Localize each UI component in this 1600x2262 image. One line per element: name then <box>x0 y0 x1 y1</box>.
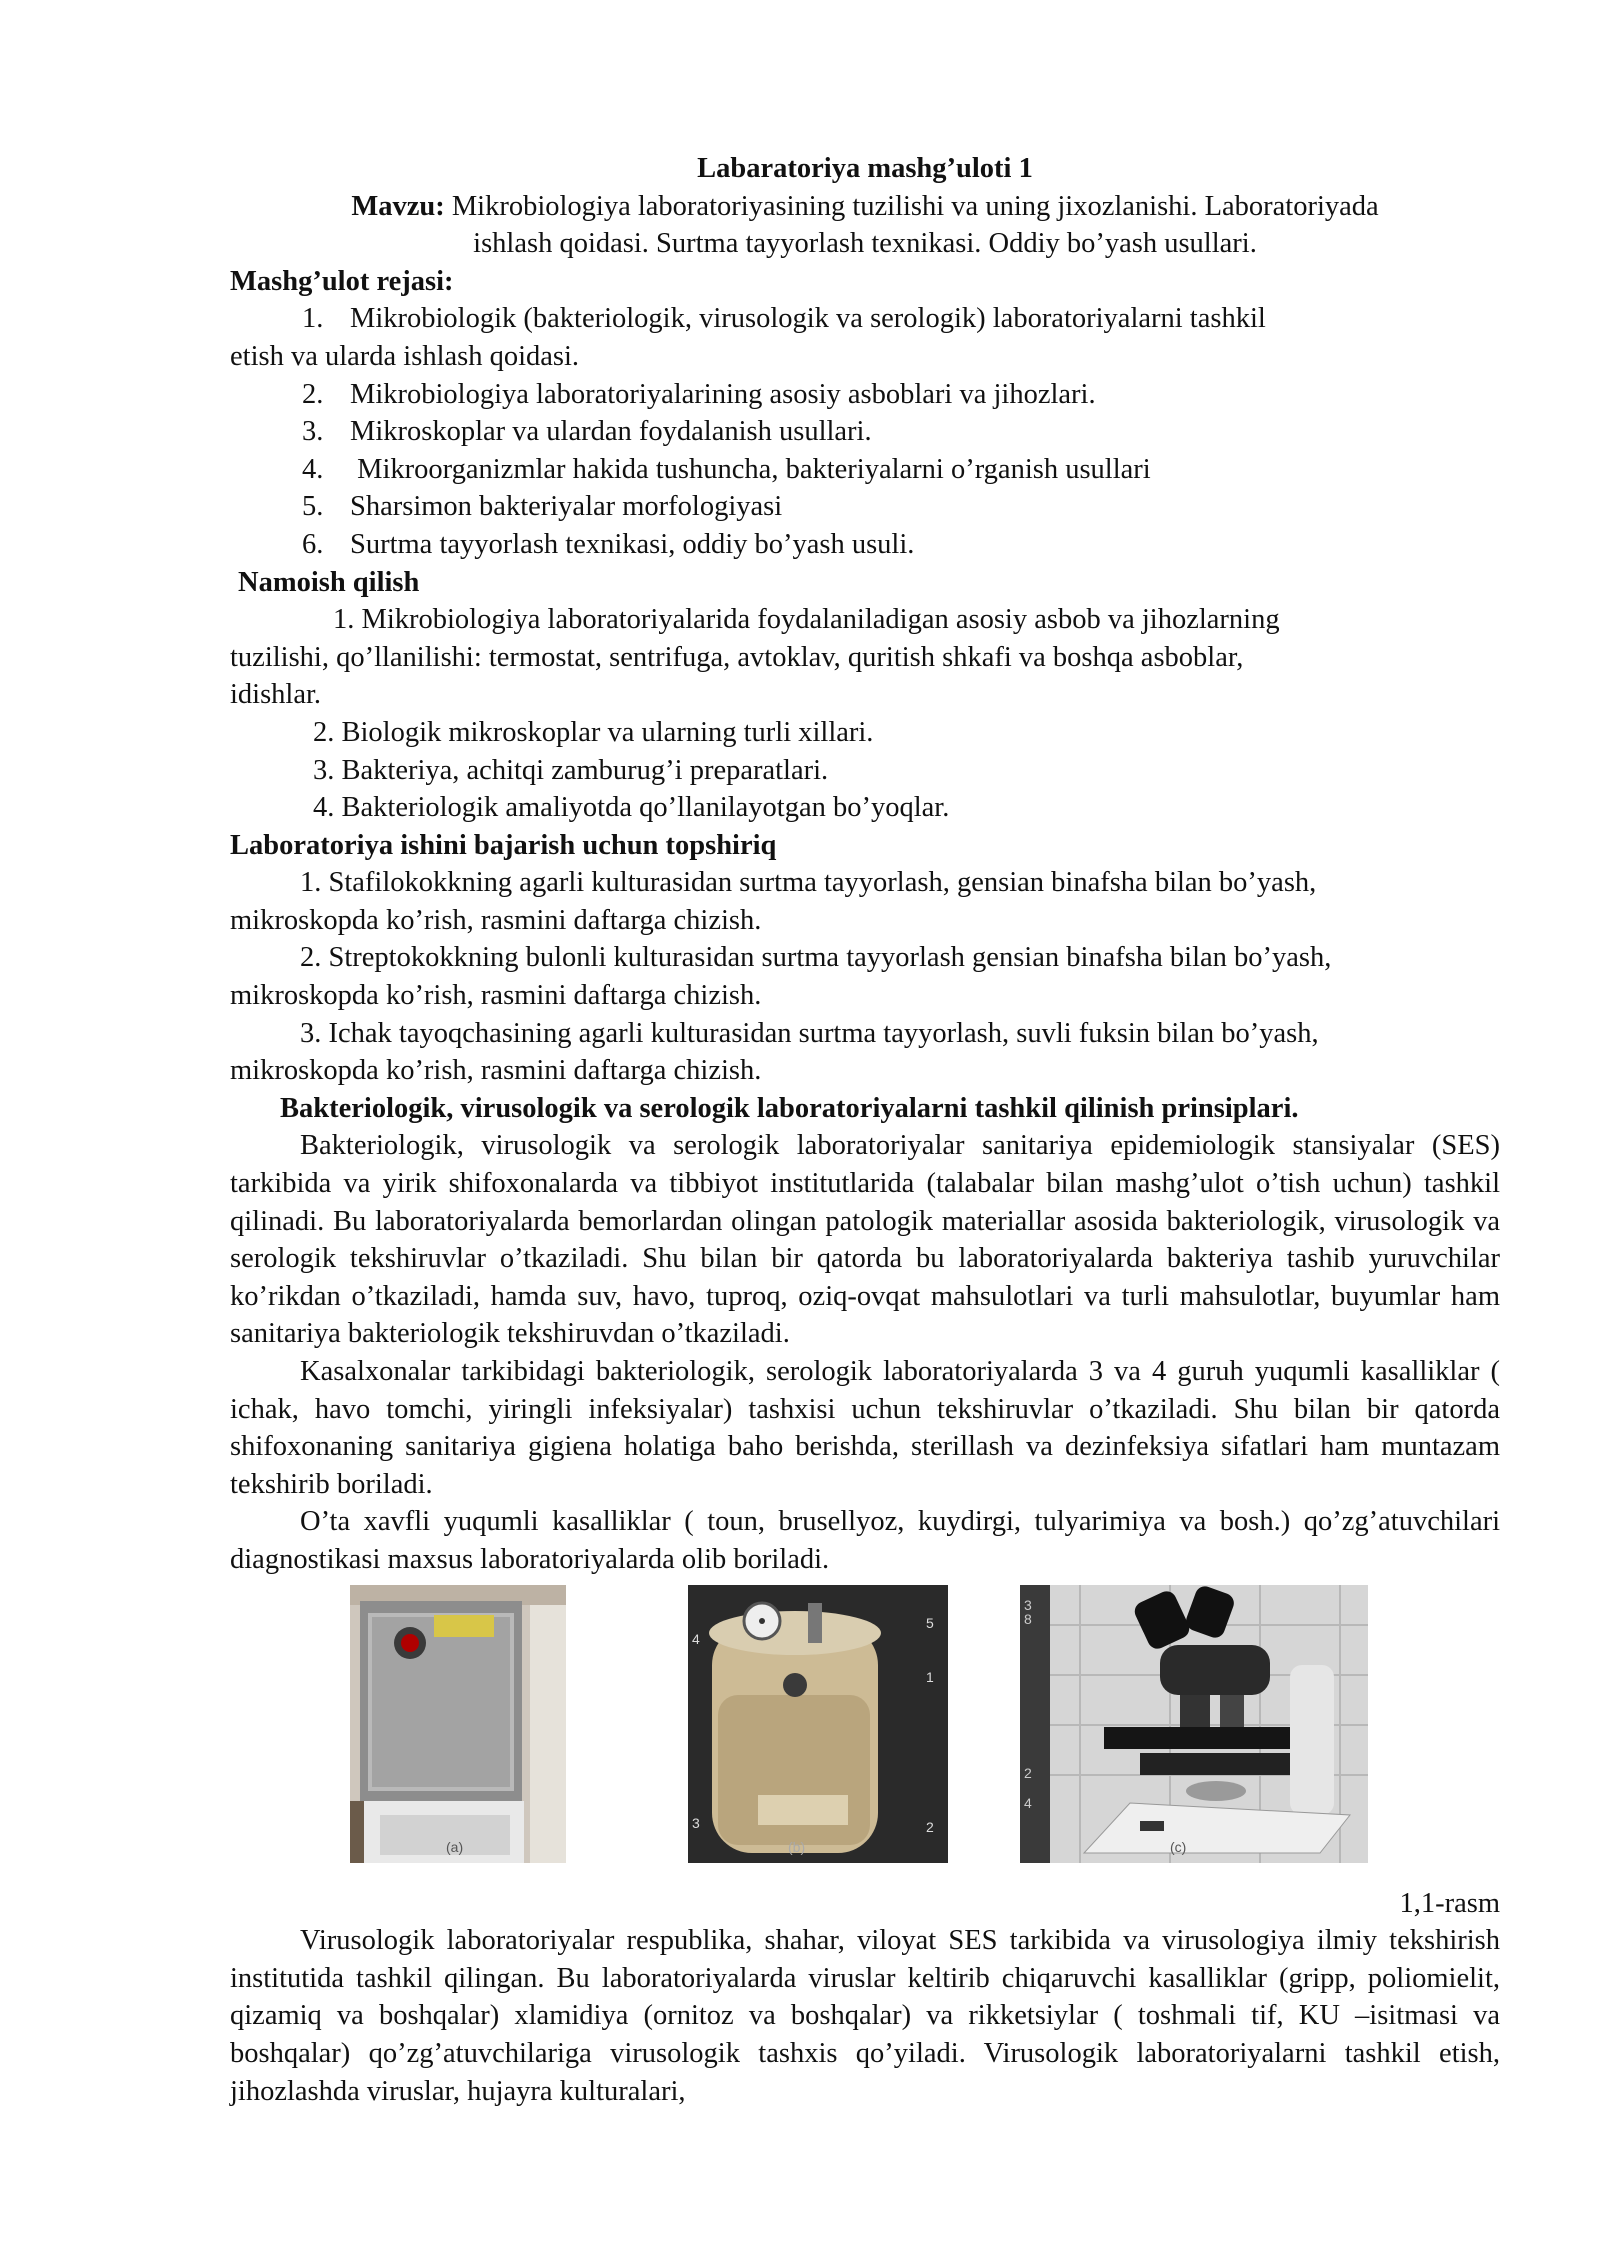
label-5: 5 <box>926 1614 934 1631</box>
label-1: 1 <box>926 1668 934 1685</box>
section-heading: Bakteriologik, virusologik va serologik laboratoriyalarni tashkil qilinish prinsiplari. <box>280 1092 1299 1124</box>
plan-item-6 <box>230 526 1500 564</box>
task-heading: Laboratoriya ishini bajarish uchun topshiriq <box>230 829 777 861</box>
label-4: 4 <box>692 1630 700 1647</box>
demo-item-1-line1: 1. Mikrobiologiya laboratoriyalarida foydalaniladigan asosiy asbob va jihozlarning <box>333 604 1280 636</box>
task-2-line2: mikroskopda ko’rish, rasmini daftarga chizish. <box>230 980 762 1012</box>
task-1-line1: 1. Stafilokokkning agarli kulturasidan surtma tayyorlash, gensian binafsha bilan bo’yash, <box>300 867 1317 899</box>
demo-item-3: 3. Bakteriya, achitqi zamburug’i preparatlari. <box>313 754 829 786</box>
document-body <box>230 150 1500 2110</box>
demo-heading: Namoish qilish <box>238 566 420 598</box>
plan-item-num: 2. <box>302 378 324 410</box>
autoclave-photo-a <box>350 1585 566 1863</box>
label-c-4: 4 <box>1024 1794 1032 1811</box>
plan-item-text: Mikroorganizmlar hakida tushuncha, bakteriyalarni o’rganish usullari <box>350 453 1151 485</box>
subfigure-b-label: (b) <box>788 1838 806 1855</box>
figure-equipment <box>230 1585 1500 1885</box>
plan-item-3 <box>230 413 1500 451</box>
plan-item-text: Sharsimon bakteriyalar morfologiyasi <box>350 491 783 523</box>
label-2: 2 <box>926 1818 934 1835</box>
demo-item-2: 2. Biologik mikroskoplar va ularning turli xillari. <box>313 716 874 748</box>
plan-item-num: 6. <box>302 528 324 560</box>
plan-item-text: Mikrobiologiya laboratoriyalarining asosiy asboblari va jihozlari. <box>350 378 1096 410</box>
demo-item-1-line3: idishlar. <box>230 679 322 711</box>
topic-line1 <box>230 188 1500 226</box>
section-paragraph-2: Kasalxonalar tarkibidagi bakteriologik, serologik laboratoriyalarda 3 va 4 guruh yuqumli kasalliklar ( ichak, havo tomchi, yiringli infeksiyalar) tashxisi uchun tekshiruvlar o’tkaziladi. Shu bilan bir qatorda shifoxonaning sanitariya gigiena holatiga baho berishda, sterillash va dezinfeksiya sifatlari ham muntazam tekshirib boriladi. <box>230 1356 1500 1500</box>
plan-item-num: 5. <box>302 491 324 523</box>
plan-item-4 <box>230 451 1500 489</box>
topic-line2: ishlash qoidasi. Surtma tayyorlash texnikasi. Oddiy bo’yash usullari. <box>473 228 1257 260</box>
plan-item-num: 1. <box>302 303 324 335</box>
label-3: 3 <box>692 1814 700 1831</box>
plan-item-text: Mikroskoplar va ulardan foydalanish usullari. <box>350 416 872 448</box>
plan-item-num: 4. <box>302 453 324 485</box>
subfigure-c-label: (c) <box>1170 1838 1187 1855</box>
plan-item-1-cont: etish va ularda ishlash qoidasi. <box>230 340 580 372</box>
microscope-photo-c <box>1020 1585 1368 1863</box>
plan-item-1 <box>230 300 1500 338</box>
subfigure-a-label: (a) <box>446 1838 464 1855</box>
page-title: Labaratoriya mashg’uloti 1 <box>697 153 1033 184</box>
plan-item-text: Surtma tayyorlash texnikasi, oddiy bo’yash usuli. <box>350 528 915 560</box>
demo-item-4: 4. Bakteriologik amaliyotda qo’llanilayotgan bo’yoqlar. <box>313 792 950 824</box>
task-1-line2: mikroskopda ko’rish, rasmini daftarga chizish. <box>230 904 762 936</box>
demo-item-1-line2: tuzilishi, qo’llanilishi: termostat, sentrifuga, avtoklav, quritish shkafi va boshqa asboblar, <box>230 641 1244 673</box>
plan-item-text: Mikrobiologik (bakteriologik, virusologik va serologik) laboratoriyalarni tashkil <box>350 303 1266 335</box>
plan-item-num: 3. <box>302 416 324 448</box>
topic-text-1: Mikrobiologiya laboratoriyasining tuzilishi va uning jixozlanishi. Laboratoriyada <box>444 190 1379 222</box>
section-paragraph-3: O’ta xavfli yuqumli kasalliklar ( toun, brusellyoz, kuydirgi, tulyarimiya va bosh.) qo’zg’atuvchilari diagnostikasi maxsus laboratoriyalarda olib boriladi. <box>230 1506 1500 1575</box>
virology-paragraph: Virusologik laboratoriyalar respublika, shahar, viloyat SES tarkibida va virusologiya ilmiy tekshirish institutida tashkil qilingan. Bu laboratoriyalarda viruslar keltirib chiqaruvchi kasalliklar (gripp, poliomielit, qizamiq va boshqalar) xlamidiya (ornitoz va boshqalar) va rikketsiylar ( toshmali tif, KU –isitmasi va boshqalar) qo’zg’atuvchilariga virusologik tashxis qo’yiladi. Virusologik laboratoriyalarni tashkil etish, jihozlashda viruslar, hujayra kulturalari, <box>230 1925 1500 2107</box>
autoclave-diagram-b <box>688 1585 948 1863</box>
plan-item-2 <box>230 376 1500 414</box>
figure-caption: 1,1-rasm <box>1399 1887 1500 1919</box>
label-c-8: 8 <box>1024 1610 1032 1627</box>
task-2-line1: 2. Streptokokkning bulonli kulturasidan surtma tayyorlash gensian binafsha bilan bo’yash, <box>300 942 1332 974</box>
task-3-line2: mikroskopda ko’rish, rasmini daftarga chizish. <box>230 1055 762 1087</box>
label-c-3: 3 <box>1024 1596 1032 1613</box>
plan-item-5 <box>230 488 1500 526</box>
topic-label: Mavzu: <box>351 190 445 222</box>
task-3-line1: 3. Ichak tayoqchasining agarli kulturasidan surtma tayyorlash, suvli fuksin bilan bo’yash, <box>300 1017 1319 1049</box>
section-paragraph-1: Bakteriologik, virusologik va serologik laboratoriyalar sanitariya epidemiologik stansiyalar (SES) tarkibida va yirik shifoxonalarda va tibbiyot institutlarida (talabalar bilan mashg’ulot o’tish uchun) tashkil qilinadi. Bu laboratoriyalarda bemorlardan olingan patologik materiallar asosida bakteriologik, virusologik va serologik tekshiruvlar o’tkaziladi. Shu bilan bir qatorda bu laboratoriyalarda bakteriya tashib yuruvchilar ko’rikdan o’tkaziladi, hamda suv, havo, tuproq, oziq-ovqat mahsulotlari va turli mahsulotlar, buyumlar ham sanitariya bakteriologik tekshiruvdan o’tkaziladi. <box>230 1130 1500 1350</box>
plan-heading: Mashg’ulot rejasi: <box>230 265 454 297</box>
label-c-2: 2 <box>1024 1764 1032 1781</box>
